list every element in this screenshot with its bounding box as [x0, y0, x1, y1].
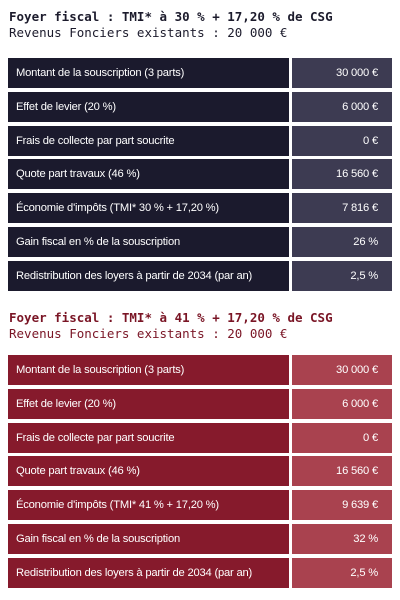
- table-row: [8, 355, 392, 385]
- row-value: 6 000 €: [292, 389, 392, 419]
- table-row: [8, 193, 392, 223]
- section-2-heading: [9, 310, 333, 342]
- row-label: Économie d'impôts (TMI* 41 % + 17,20 %): [8, 490, 289, 520]
- row-label: Gain fiscal en % de la souscription: [8, 524, 289, 554]
- section-2-title: Foyer fiscal : TMI* à 41 % + 17,20 % de CSG: [9, 310, 333, 325]
- row-label: Montant de la souscription (3 parts): [8, 58, 289, 88]
- table-row: [8, 490, 392, 520]
- table-row: [8, 261, 392, 291]
- row-value: 2,5 %: [292, 261, 392, 291]
- row-label: Quote part travaux (46 %): [8, 159, 289, 189]
- row-label: Économie d'impôts (TMI* 30 % + 17,20 %): [8, 193, 289, 223]
- row-label: Redistribution des loyers à partir de 2034 (par an): [8, 558, 289, 588]
- row-value: 7 816 €: [292, 193, 392, 223]
- section-2-table: [8, 355, 392, 592]
- row-value: 26 %: [292, 227, 392, 257]
- row-value: 0 €: [292, 126, 392, 156]
- table-row: [8, 389, 392, 419]
- section-1-table: [8, 58, 392, 295]
- section-1-subtitle: Revenus Fonciers existants : 20 000 €: [9, 25, 288, 40]
- table-row: [8, 524, 392, 554]
- table-row: [8, 92, 392, 122]
- row-value: 0 €: [292, 423, 392, 453]
- row-label: Effet de levier (20 %): [8, 92, 289, 122]
- row-label: Redistribution des loyers à partir de 2034 (par an): [8, 261, 289, 291]
- section-2-subtitle: Revenus Fonciers existants : 20 000 €: [9, 326, 288, 341]
- row-label: Gain fiscal en % de la souscription: [8, 227, 289, 257]
- row-value: 32 %: [292, 524, 392, 554]
- row-value: 6 000 €: [292, 92, 392, 122]
- table-row: [8, 558, 392, 588]
- row-value: 30 000 €: [292, 58, 392, 88]
- row-label: Quote part travaux (46 %): [8, 456, 289, 486]
- section-1-title: Foyer fiscal : TMI* à 30 % + 17,20 % de CSG: [9, 9, 333, 24]
- row-label: Frais de collecte par part soucrite: [8, 423, 289, 453]
- row-label: Effet de levier (20 %): [8, 389, 289, 419]
- table-row: [8, 126, 392, 156]
- row-value: 2,5 %: [292, 558, 392, 588]
- row-label: Montant de la souscription (3 parts): [8, 355, 289, 385]
- row-value: 30 000 €: [292, 355, 392, 385]
- row-value: 9 639 €: [292, 490, 392, 520]
- row-value: 16 560 €: [292, 456, 392, 486]
- table-row: [8, 159, 392, 189]
- table-row: [8, 456, 392, 486]
- section-1-heading: [9, 9, 333, 41]
- table-row: [8, 58, 392, 88]
- table-row: [8, 227, 392, 257]
- row-label: Frais de collecte par part soucrite: [8, 126, 289, 156]
- row-value: 16 560 €: [292, 159, 392, 189]
- table-row: [8, 423, 392, 453]
